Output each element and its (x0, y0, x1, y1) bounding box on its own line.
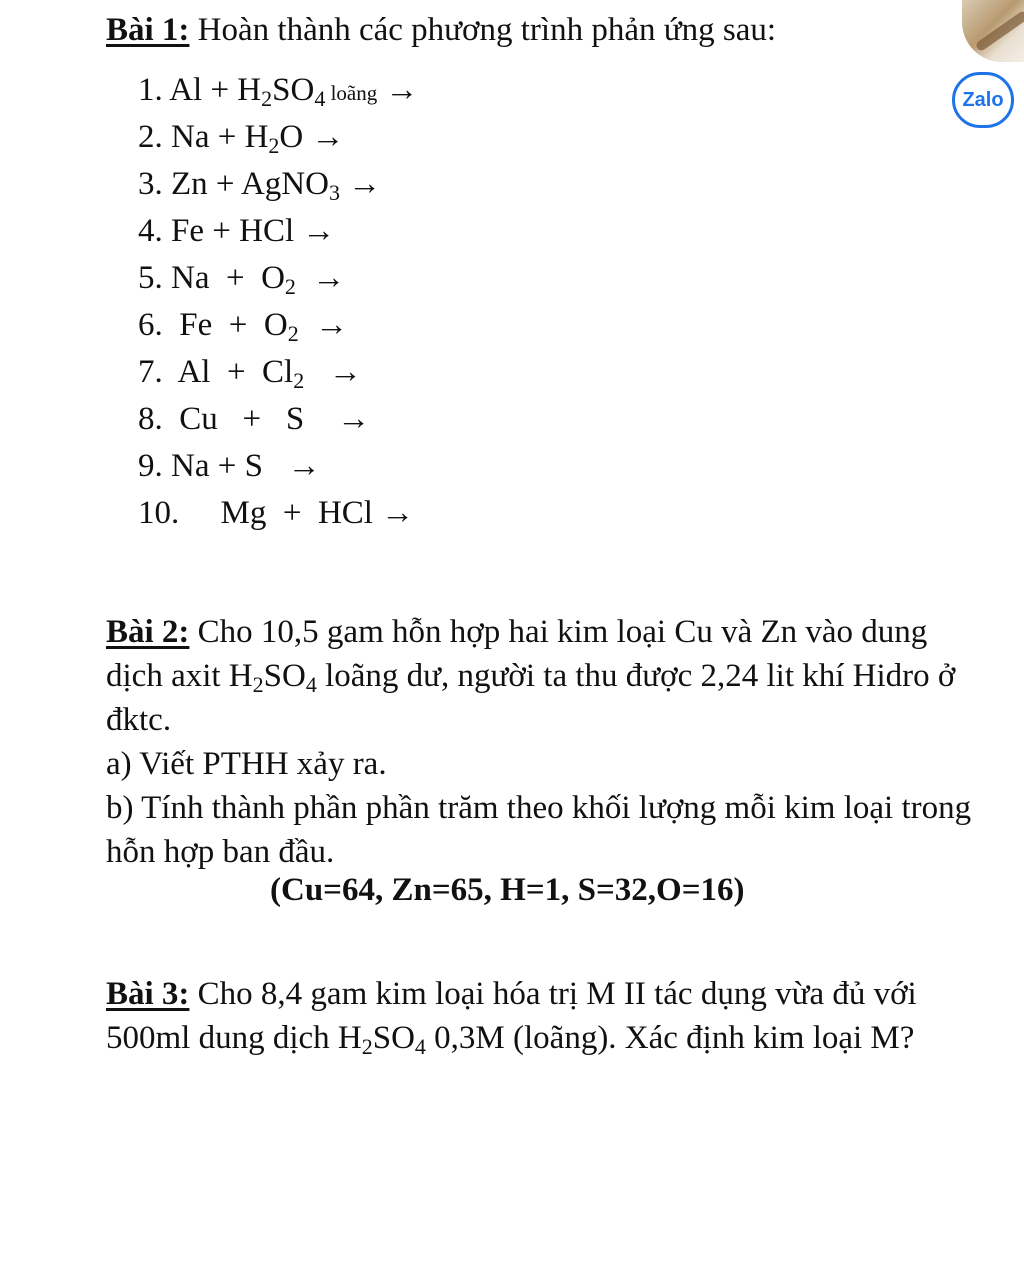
bai1-title: Hoàn thành các phương trình phản ứng sau: (197, 12, 777, 48)
bai1-label: Bài 1: (106, 12, 190, 48)
equation-list (138, 70, 418, 540)
atomic-masses: (Cu=64, Zn=65, H=1, S=32,O=16) (270, 872, 745, 908)
zalo-icon[interactable]: Zalo (952, 72, 1014, 128)
equation-4: 4. Fe + HCl → (138, 213, 336, 249)
equation-6: 6. $Fe + O_2$ → (138, 307, 349, 346)
bai2-part-b: b) Tính thành phần phần trăm theo khối lượng mỗi kim loại trong hỗn hợp ban đầu. (106, 790, 972, 870)
equation-8: 8. Cu + S → (138, 401, 371, 437)
bai2-label: Bài 2: (106, 614, 190, 650)
equation-10: 10. Mg + HCl → (138, 495, 415, 531)
equation-2: 2. $Na + H_2O$ → (138, 119, 345, 158)
equation-3: 3. Zn + AgNO$_3$ → (138, 166, 382, 205)
bai3-label: Bài 3: (106, 976, 190, 1012)
corner-photo-thumbnail (962, 0, 1024, 62)
equation-5: 5. $Na + O_2$ → (138, 260, 346, 299)
bai2-problem: Bài 2: Cho 10,5 gam hỗn hợp hai kim loại Cu và Zn vào dung dịch axit $H_2SO_4$ loãng dư, người ta thu được 2,24 lit khí Hidro ở đktc. a) Viết PTHH xảy ra. b) Tính thành phần phần trăm theo khối lượng mỗi kim loại trong hỗn hợp ban đầu. (106, 610, 986, 874)
bai3-problem: Bài 3: Cho 8,4 gam kim loại hóa trị M II tác dụng vừa đủ với 500ml dung dịch $H_2SO_4$ 0,3M (loãng). Xác định kim loại M? (106, 976, 917, 1059)
equation-9: 9. Na + S → (138, 448, 321, 484)
bai2-part-a: a) Viết PTHH xảy ra. (106, 746, 387, 782)
equation-7: 7. $Al + Cl_2$ → (138, 354, 362, 393)
equation-1: 1. $Al + H_2SO_4$ loãng → (138, 72, 419, 111)
bai1-heading (106, 10, 776, 50)
